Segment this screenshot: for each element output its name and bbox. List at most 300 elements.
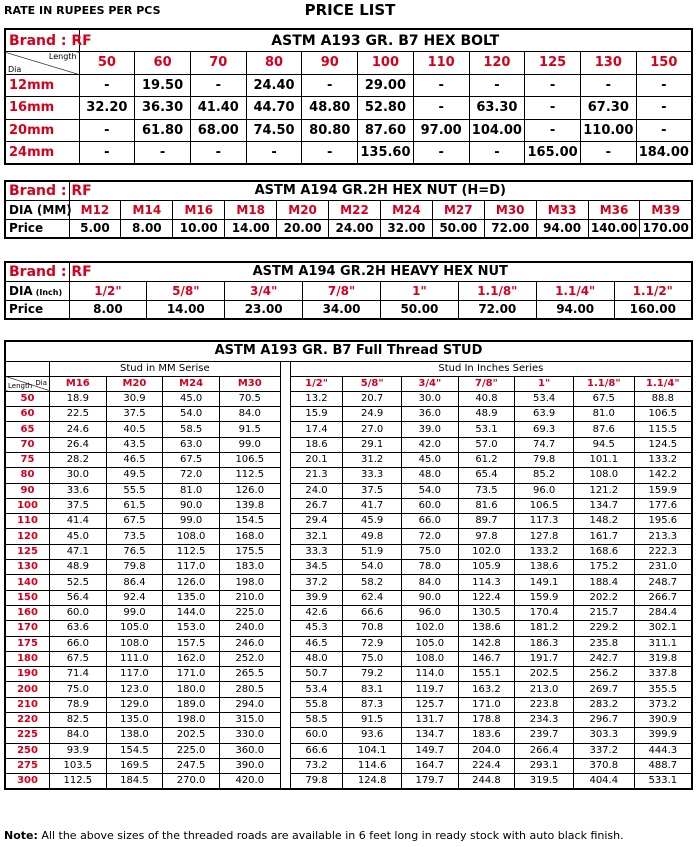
price-cell: 225.0 [163,743,220,758]
price-cell: 178.8 [458,713,515,728]
length-label: 300 [5,774,50,790]
table-row [5,452,692,467]
length-header: 90 [302,52,358,75]
price-cell: 66.0 [50,636,107,651]
price-cell: 36.30 [135,97,191,120]
footnote [4,829,624,842]
price-cell: 54.0 [401,483,458,498]
price-cell: 84.0 [50,728,107,743]
price-cell: 58.5 [290,713,343,728]
price-cell: 63.30 [469,97,525,120]
price-cell: 61.2 [458,452,515,467]
price-cell: - [636,97,692,120]
length-label: 75 [5,452,50,467]
brand-label: Brand : RF [5,29,79,52]
price-cell: 224.4 [458,758,515,773]
price-cell: 33.3 [343,468,402,483]
price-cell: 54.0 [343,560,402,575]
price-cell: 171.0 [163,667,220,682]
price-cell: 48.9 [458,407,515,422]
length-header: 70 [190,52,246,75]
length-label: 150 [5,590,50,605]
price-cell: 130.5 [458,605,515,620]
table-row [5,774,692,790]
price-cell: 62.4 [343,590,402,605]
column-gap [280,452,290,467]
price-cell: 102.0 [401,621,458,636]
price-cell: 270.0 [163,774,220,790]
price-cell: 114.0 [401,667,458,682]
table-row [5,728,692,743]
price-cell: 390.0 [219,758,280,773]
price-cell: 256.2 [573,667,634,682]
price-cell: 70.5 [219,391,280,406]
price-cell: - [636,119,692,142]
price-cell: 149.7 [401,743,458,758]
price-cell: 67.5 [163,452,220,467]
price-cell: 296.7 [573,713,634,728]
price-label: Price [5,219,69,238]
price-cell: 66.6 [343,605,402,620]
price-cell: 58.2 [343,575,402,590]
price-cell: 22.5 [50,407,107,422]
brand-label: Brand : RF [5,181,69,200]
price-cell: 45.9 [343,514,402,529]
price-cell: 32.20 [79,97,135,120]
corner-header [5,376,50,391]
table-row [5,743,692,758]
price-cell: - [190,74,246,97]
price-cell: 78.0 [401,560,458,575]
price-cell: 79.8 [106,560,163,575]
price-cell: 37.2 [290,575,343,590]
price-cell: 96.0 [515,483,574,498]
length-header: 50 [79,52,135,75]
column-gap [280,575,290,590]
price-cell: 13.2 [290,391,343,406]
price-cell: 99.0 [163,514,220,529]
table-title: ASTM A194 GR.2H HEAVY HEX NUT [69,262,692,281]
length-label: 220 [5,713,50,728]
price-cell: - [636,74,692,97]
column-gap [280,697,290,712]
column-gap [280,529,290,544]
table-row [5,667,692,682]
price-cell: 10.00 [173,219,225,238]
price-cell: 24.0 [290,483,343,498]
price-cell: 444.3 [634,743,692,758]
table-row [5,636,692,651]
price-cell: 337.8 [634,667,692,682]
column-gap [280,391,290,406]
price-cell: 103.5 [50,758,107,773]
price-cell: 213.0 [515,682,574,697]
price-cell: 28.2 [50,452,107,467]
length-label: 65 [5,422,50,437]
table-row [5,544,692,559]
price-cell: 79.8 [290,774,343,790]
price-cell: 45.3 [290,621,343,636]
price-cell: 36.0 [401,407,458,422]
price-cell: 280.5 [219,682,280,697]
price-cell: 222.3 [634,544,692,559]
price-cell: 72.00 [484,219,536,238]
price-cell: 161.7 [573,529,634,544]
price-cell: 63.9 [515,407,574,422]
price-cell: 65.4 [458,468,515,483]
price-cell: 170.4 [515,605,574,620]
price-cell: 8.00 [69,300,147,319]
table-title: ASTM A193 GR. B7 Full Thread STUD [5,341,692,361]
price-cell: 202.5 [515,667,574,682]
price-cell: 114.3 [458,575,515,590]
price-cell: 138.0 [106,728,163,743]
price-cell: - [413,74,469,97]
price-cell: 133.2 [515,544,574,559]
price-cell: 32.1 [290,529,343,544]
dia-label: 20mm [5,119,79,142]
price-cell: 154.5 [106,743,163,758]
price-cell: 162.0 [163,651,220,666]
column-gap [280,682,290,697]
price-cell: 355.5 [634,682,692,697]
price-cell: 24.00 [329,219,381,238]
dia-label: 16mm [5,97,79,120]
price-cell: 284.4 [634,605,692,620]
price-cell: 265.5 [219,667,280,682]
size-header: 3/4" [225,281,303,300]
price-cell: 142.2 [634,468,692,483]
price-cell: - [190,142,246,165]
price-cell: 117.0 [106,667,163,682]
price-cell: 189.0 [163,697,220,712]
price-cell: 19.50 [135,74,191,97]
price-cell: 72.0 [401,529,458,544]
price-cell: 215.7 [573,605,634,620]
price-cell: 157.5 [163,636,220,651]
price-cell: 67.30 [580,97,636,120]
length-label: 200 [5,682,50,697]
price-cell: 112.5 [50,774,107,790]
price-cell: 164.7 [401,758,458,773]
length-header: 120 [469,52,525,75]
corner-header [5,52,79,75]
price-cell: 24.6 [50,422,107,437]
price-cell: 88.8 [634,391,692,406]
price-cell: 87.60 [358,119,414,142]
price-cell: 75.0 [343,651,402,666]
length-label: 100 [5,498,50,513]
price-cell: 89.7 [458,514,515,529]
price-cell: 79.2 [343,667,402,682]
price-cell: 69.3 [515,422,574,437]
price-cell: 135.0 [106,713,163,728]
column-gap [280,468,290,483]
price-cell: 337.2 [573,743,634,758]
price-cell: 179.7 [401,774,458,790]
column-gap [280,407,290,422]
price-cell: 108.0 [163,529,220,544]
table-row [5,97,692,120]
price-cell: 41.4 [50,514,107,529]
price-cell: 93.9 [50,743,107,758]
price-cell: 104.00 [469,119,525,142]
price-cell: 198.0 [163,713,220,728]
size-header: M39 [640,200,692,219]
length-label: 190 [5,667,50,682]
price-cell: 183.0 [219,560,280,575]
price-cell: 50.00 [381,300,459,319]
price-cell: 93.6 [343,728,402,743]
note-label: Note: [4,829,38,842]
size-header: 1/2" [69,281,147,300]
price-cell: 163.2 [458,682,515,697]
price-cell: 76.5 [106,544,163,559]
column-gap [280,361,290,376]
size-header: 1.1/4" [536,281,614,300]
price-cell: 114.6 [343,758,402,773]
column-gap [280,728,290,743]
dia-label: 24mm [5,142,79,165]
price-cell: 21.3 [290,468,343,483]
price-cell: 195.6 [634,514,692,529]
price-cell: 155.1 [458,667,515,682]
table-row [5,560,692,575]
price-cell: 15.9 [290,407,343,422]
size-header: M24 [380,200,432,219]
column-gap [280,774,290,790]
price-cell: 53.4 [515,391,574,406]
price-cell: 204.0 [458,743,515,758]
price-cell: 57.0 [458,437,515,452]
price-cell: - [302,142,358,165]
price-cell: - [413,97,469,120]
price-cell: 315.0 [219,713,280,728]
price-cell: 8.00 [121,219,173,238]
price-cell: 63.0 [163,437,220,452]
corner-bottom-label: Dia [8,64,22,74]
table-row [5,407,692,422]
price-cell: 63.6 [50,621,107,636]
length-label: 210 [5,697,50,712]
price-cell: 42.0 [401,437,458,452]
price-cell: 34.00 [303,300,381,319]
price-cell: 134.7 [573,498,634,513]
price-cell: 420.0 [219,774,280,790]
table-row [5,483,692,498]
mm-size-header: M20 [106,376,163,391]
price-cell: 55.8 [290,697,343,712]
price-cell: - [525,119,581,142]
column-gap [280,713,290,728]
price-cell: 124.5 [634,437,692,452]
hex-nut-table [4,180,693,239]
column-gap [280,376,290,391]
price-cell: 81.0 [573,407,634,422]
price-cell: 45.0 [401,452,458,467]
price-cell: 39.9 [290,590,343,605]
price-cell: 83.1 [343,682,402,697]
price-cell: 51.9 [343,544,402,559]
length-header: 60 [135,52,191,75]
price-cell: 94.5 [573,437,634,452]
price-cell: 90.0 [163,498,220,513]
table-row [5,575,692,590]
price-cell: 117.3 [515,514,574,529]
length-label: 140 [5,575,50,590]
price-cell: 139.8 [219,498,280,513]
price-cell: 82.5 [50,713,107,728]
price-cell: - [79,74,135,97]
length-label: 130 [5,560,50,575]
price-cell: 293.1 [515,758,574,773]
price-cell: 302.1 [634,621,692,636]
column-gap [280,498,290,513]
price-cell: 94.00 [536,219,588,238]
price-cell: 20.7 [343,391,402,406]
price-cell: 46.5 [106,452,163,467]
price-cell: 248.7 [634,575,692,590]
price-cell: 244.8 [458,774,515,790]
price-cell: 404.4 [573,774,634,790]
price-cell: 294.0 [219,697,280,712]
price-cell: 92.4 [106,590,163,605]
price-cell: 67.5 [106,514,163,529]
price-cell: 148.2 [573,514,634,529]
price-cell: 47.1 [50,544,107,559]
price-cell: 26.4 [50,437,107,452]
price-cell: 86.4 [106,575,163,590]
price-cell: 79.8 [515,452,574,467]
price-cell: 108.0 [401,651,458,666]
price-cell: 5.00 [69,219,121,238]
price-cell: 122.4 [458,590,515,605]
size-header: 7/8" [303,281,381,300]
inch-size-header: 1.1/8" [573,376,634,391]
price-cell: 106.5 [634,407,692,422]
table-row [5,713,692,728]
table-row [5,758,692,773]
price-cell: 48.80 [302,97,358,120]
stud-table [4,340,693,790]
price-cell: 186.3 [515,636,574,651]
price-cell: 266.4 [515,743,574,758]
price-cell: 105.9 [458,560,515,575]
length-label: 60 [5,407,50,422]
price-cell: - [580,74,636,97]
price-cell: 29.00 [358,74,414,97]
column-gap [280,560,290,575]
table-row [5,605,692,620]
price-cell: 246.0 [219,636,280,651]
length-header: 150 [636,52,692,75]
price-cell: 146.7 [458,651,515,666]
price-cell: 23.00 [225,300,303,319]
size-header: M22 [329,200,381,219]
column-gap [280,636,290,651]
price-cell: 99.0 [106,605,163,620]
price-cell: 43.5 [106,437,163,452]
dia-label: 12mm [5,74,79,97]
page-title: PRICE LIST [304,1,396,19]
price-cell: 39.0 [401,422,458,437]
length-header: 110 [413,52,469,75]
price-cell: 235.8 [573,636,634,651]
price-cell: 26.7 [290,498,343,513]
column-gap [280,758,290,773]
inch-size-header: 1/2" [290,376,343,391]
price-cell: 53.1 [458,422,515,437]
price-cell: 33.6 [50,483,107,498]
price-cell: 105.0 [401,636,458,651]
table-row [5,468,692,483]
price-cell: 131.7 [401,713,458,728]
price-cell: 61.5 [106,498,163,513]
price-cell: 55.5 [106,483,163,498]
column-gap [280,422,290,437]
price-cell: 54.0 [163,407,220,422]
price-cell: 18.6 [290,437,343,452]
length-label: 125 [5,544,50,559]
price-cell: 202.5 [163,728,220,743]
price-cell: 283.2 [573,697,634,712]
size-header: M16 [173,200,225,219]
price-cell: - [525,74,581,97]
table-row [5,697,692,712]
price-cell: 311.1 [634,636,692,651]
price-cell: 488.7 [634,758,692,773]
price-cell: 18.9 [50,391,107,406]
price-cell: 97.00 [413,119,469,142]
price-cell: 90.0 [401,590,458,605]
price-cell: 123.0 [106,682,163,697]
column-gap [280,651,290,666]
price-cell: 240.0 [219,621,280,636]
price-cell: 74.50 [246,119,302,142]
price-cell: 106.5 [219,452,280,467]
price-cell: - [302,74,358,97]
mm-size-header: M24 [163,376,220,391]
price-cell: - [246,142,302,165]
inch-size-header: 7/8" [458,376,515,391]
column-gap [280,483,290,498]
price-cell: 104.1 [343,743,402,758]
price-cell: 198.0 [219,575,280,590]
price-cell: 87.6 [573,422,634,437]
size-header: M27 [432,200,484,219]
length-label: 90 [5,483,50,498]
size-header: 5/8" [147,281,225,300]
brand-label: Brand : RF [5,262,69,281]
price-cell: 73.5 [106,529,163,544]
price-cell: 97.8 [458,529,515,544]
price-cell: 44.70 [246,97,302,120]
length-header: 130 [580,52,636,75]
price-cell: 58.5 [163,422,220,437]
table-row [5,514,692,529]
price-cell: 30.0 [50,468,107,483]
price-cell: 370.8 [573,758,634,773]
price-cell: 41.7 [343,498,402,513]
length-label: 250 [5,743,50,758]
price-cell: 390.9 [634,713,692,728]
table-row [5,498,692,513]
table-row [5,74,692,97]
inch-size-header: 1.1/4" [634,376,692,391]
price-cell: 213.3 [634,529,692,544]
price-cell: 225.0 [219,605,280,620]
price-cell: 73.2 [290,758,343,773]
